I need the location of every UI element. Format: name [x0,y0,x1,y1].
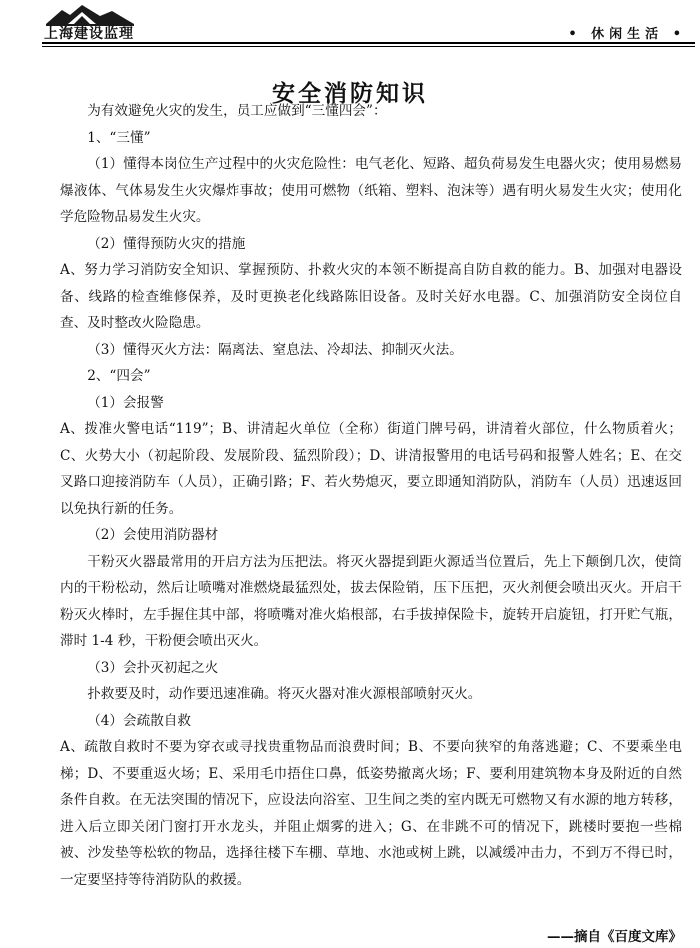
paragraph: 为有效避免火灾的发生，员工应做到“三懂四会”： [87,103,387,119]
paragraph: 1、“三懂” [87,129,151,146]
paragraph: （4）会疏散自救 [87,712,191,729]
header-rule-thin [42,46,695,47]
paragraph: A、疏散自救时不要为穿衣或寻找贵重物品而浪费时间；B、不要向狭窄的角落逃避；C、不要乘坐电梯；D、不要重返火场；E、采用毛巾捂住口鼻，低姿势撤离火场；F、要利用建筑物本身及附近的自然条件自救。在无法突围的情况下，应设法向浴室、卫生间之类的室内既无可燃物又有水源的地方转移，进入后立即关闭门窗打开水龙头，并阻止烟雾的进入；G、在非跳不可的情况下，跳楼时要抱一些棉被、沙发垫等松软的物品，选择往楼下车棚、草地、水池或树上跳，以减缓冲击力，不到万不得已时，一定要坚持等待消防队的救援。 [60,739,682,888]
paragraph: （2）懂得预防火灾的措施 [87,235,246,252]
paragraph: 扑救要及时，动作要迅速准确。将灭火器对准火源根部喷射灭火。 [87,686,482,702]
section-label: • 休闲生活 • [568,27,686,42]
source-attribution: ——摘自《百度文库》 [547,929,682,945]
paragraph: （3）会扑灭初起之火 [87,659,219,676]
paragraph: 干粉灭火器最常用的开启方法为压把法。将灭火器提到距火源适当位置后，先上下颠倒几次，使筒内的干粉松动，然后让喷嘴对准燃烧最猛烈处，拔去保险销，压下压把，灭火剂便会喷出灭火。开启干粉灭火棒时，左手握住其中部，将喷嘴对准火焰根部，右手拔掉保险卡，旋转开启旋钮，打开贮气瓶，滞时 1-4 秒，干粉便会喷出灭火。 [60,553,682,649]
page-header [0,0,700,50]
article-title: 安全消防知识 [272,81,428,108]
paragraph: 2、“四会” [87,368,151,384]
header-rule [42,42,695,44]
paragraph: A、拨准火警电话“119”；B、讲清起火单位（全称）街道门牌号码，讲清着火部位，什么物质着火；C、火势大小（初起阶段、发展阶段、猛烈阶段）；D、讲清报警用的电话号码和报警人姓名；E、在交叉路口迎接消防车（人员），正确引路；F、若火势熄灭，要立即通知消防队，消防车（人员）迅速返回以免执行新的任务。 [60,421,682,517]
paragraph: A、努力学习消防安全知识、掌握预防、扑救火灾的本领不断提高自防自救的能力。B、加强对电器设备、线路的检查维修保养，及时更换老化线路陈旧设备。及时关好水电器。C、加强消防安全岗位自查、及时整改火险隐患。 [60,262,682,331]
paragraph: （2）会使用消防器材 [87,527,219,543]
paragraph: （3）懂得灭火方法：隔离法、窒息法、冷却法、抑制灭火法。 [87,341,463,358]
paragraph: （1）会报警 [87,394,164,411]
article-body [60,98,682,893]
org-name: 上海建设监理 [44,26,134,42]
paragraph: （1）懂得本岗位生产过程中的火灾危险性：电气老化、短路、超负荷易发生电器火灾；使用易燃易爆液体、气体易发生火灾爆炸事故；使用可燃物（纸箱、塑料、泡沫等）遇有明火易发生火灾；使用化学危险物品易发生火灾。 [60,156,682,225]
